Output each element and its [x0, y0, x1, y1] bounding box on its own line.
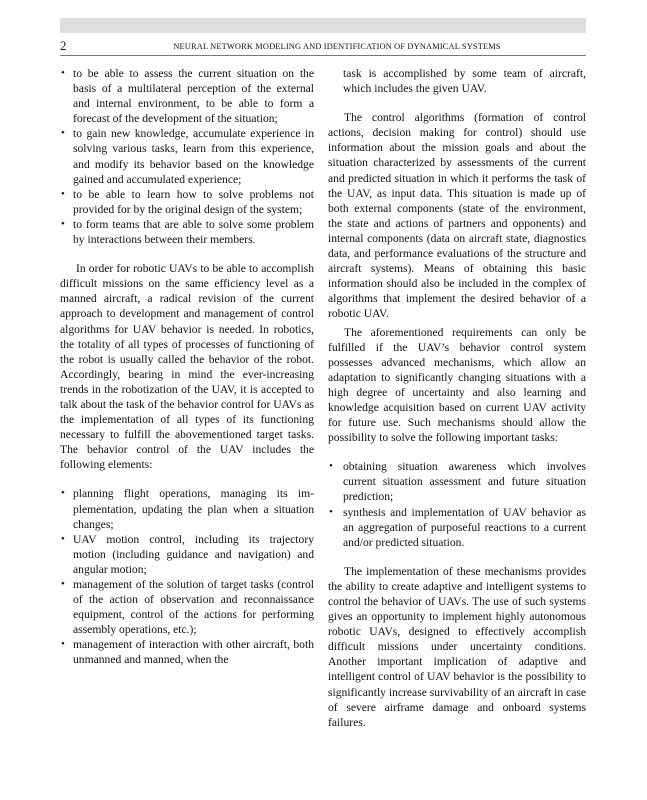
header-bar: [60, 18, 586, 33]
important-tasks-list: [328, 459, 586, 550]
right-column: [328, 66, 586, 730]
body-paragraph: The aforementioned requirements can only be fulfilled if the UAV’s behavior control system possesses advanced mechanisms, which allow an adaptation to significantly changing situations with a high degree of uncertainty and also learning and knowledge acquisition based on current UAV activity for future use. Such mechanisms should allow the possibility to solve the following important tasks:: [328, 325, 586, 445]
body-paragraph: In order for robotic UAVs to be able to accomplish difficult missions on the same efficiency level as a manned aircraft, a radical revision of the current approach to development and management of control algorithms for UAV behavior is needed. In robotics, the totality of all types of processes of functioning of the robot is usually called the behavior of the robot. Accordingly, bearing in mind the ever-increasing trends in the robotization of the UAV, it is accepted to talk about the task of the behavior control for UAVs as the implementation of all types of its functioning necessary to fulfill the abovementioned target tasks. The behavior control of the UAV includes the following elements:: [60, 262, 314, 472]
behavior-elements-list: [60, 486, 314, 667]
list-item: • UAV motion control, including its trajectory motion (including guidance and navigation) and angular motion;: [60, 532, 314, 577]
body-paragraph: The implementation of these mechanisms provides the ability to create adaptive and intelligent systems to control the behavior of UAVs. The use of such systems gives an opportunity to implement highly autonomous robotic UAVs, designed to effectively accomplish difficult missions under uncertainty conditions. Another important implication of adaptive and intelligent control of UAV behavior is the possibility to significantly increase survivability of an aircraft in case of severe airframe damage and onboard systems failures.: [328, 564, 586, 729]
body-paragraph: The control algorithms (formation of control actions, decision making for control) should use information about the mission goals and about the situation characterized by assessments of the current and predicted situation in which it performs the task of the UAV, as input data. This situation is made up of both external components (state of the environment, the state and actions of partners and opponents) and internal components (data on aircraft state, diagnostics data, and performance evaluations of the structure and aircraft systems). Means of obtaining this basic information should also be included in the complex of algorithms that implement the desired behavior of a robotic UAV.: [328, 111, 586, 321]
list-item: • to form teams that are able to solve some problem by interactions between their members.: [60, 217, 314, 247]
running-title: NEURAL NETWORK MODELING AND IDENTIFICATION OF DYNAMICAL SYSTEMS: [173, 42, 501, 51]
list-item: • obtaining situation awareness which involves current situation assessment and future situation prediction;: [328, 459, 586, 504]
list-item: • planning flight operations, managing its implementation, updating the plan when a situation changes;: [60, 486, 314, 531]
left-column: [60, 66, 314, 668]
list-item: • to gain new knowledge, accumulate experience in solving various tasks, learn from this experience, and modify its behavior based on the knowledge gained and accumulated experience;: [60, 126, 314, 186]
list-item: • to be able to learn how to solve problems not provided for by the original design of the system;: [60, 187, 314, 217]
list-item: • management of interaction with other aircraft, both unmanned and manned, when the: [60, 637, 314, 667]
list-item: • synthesis and implementation of UAV behavior as an aggregation of purposeful reactions to a current and/or predicted situation.: [328, 505, 586, 550]
list-item: • to be able to assess the current situation on the basis of a multilateral perception of the external and internal environment, to be able to form a forecast of the development of the situation;: [60, 66, 314, 126]
requirements-list: [60, 66, 314, 247]
list-item-continuation: task is accomplished by some team of aircraft, which includes the given UAV.: [343, 67, 586, 96]
list-item: • management of the solution of target tasks (control of the action of observation and reconnaissance equipment, control of the actions for performing assembly operations, etc.);: [60, 577, 314, 637]
page-number: 2: [60, 38, 67, 53]
header-rule: [60, 55, 586, 56]
